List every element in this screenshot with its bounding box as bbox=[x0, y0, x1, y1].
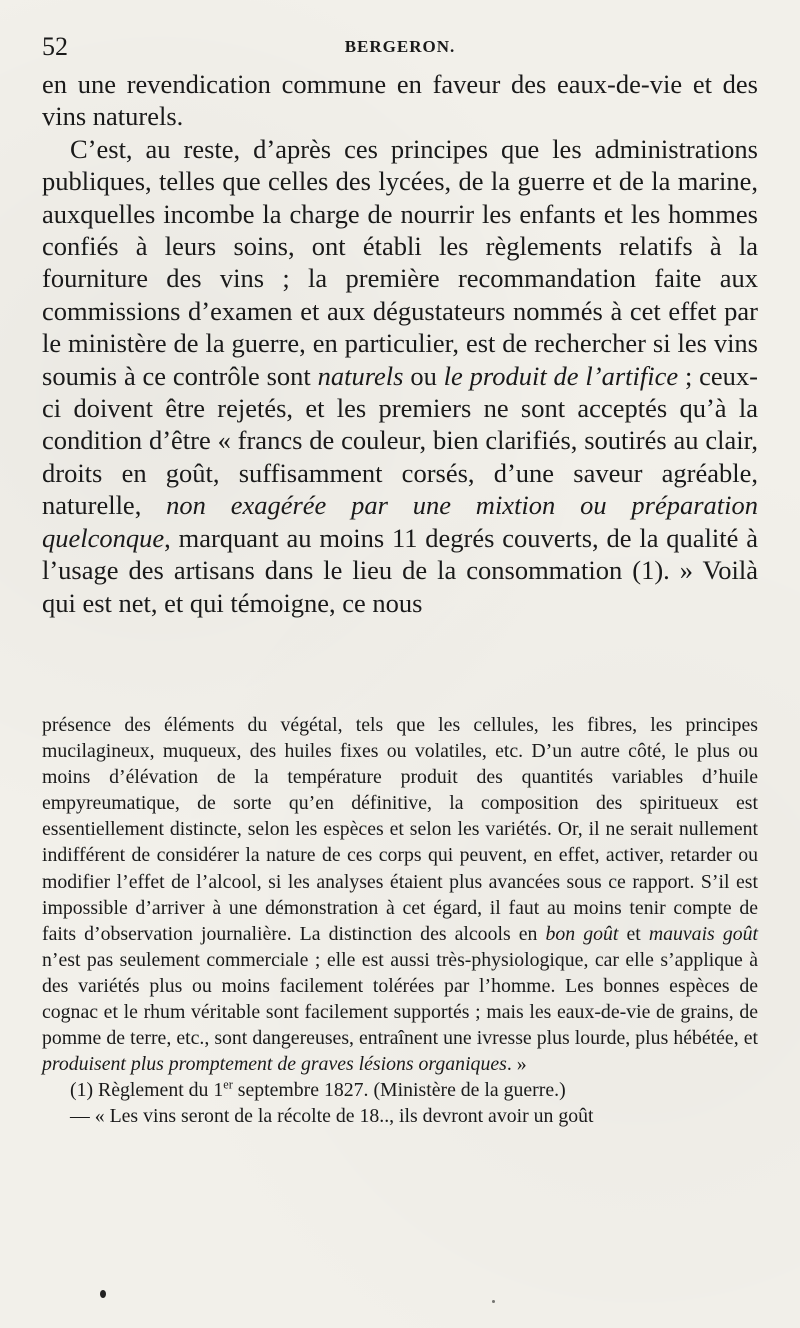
paragraph-text: ou bbox=[403, 360, 444, 391]
footnote-text: . » bbox=[506, 1053, 527, 1076]
running-head: BERGERON. bbox=[344, 37, 456, 56]
ink-speck bbox=[100, 1290, 106, 1298]
ink-speck bbox=[492, 1300, 495, 1303]
footnote-1-suffix: septembre 1827. (Ministère de la guerre.) bbox=[232, 1079, 566, 1102]
footnote-text: n’est pas seulement commerciale ; elle est aussi très-physiologique, car elle s’applique à des variétés plus ou moins facilement tolérées par l’homme. Les bonnes espèces de cognac et le rhum véritable sont facilement supportés ; mais les eaux-de-vie de grains, de pomme de terre, etc., sont dangereuses, entraînent une ivresse plus lourde, plus hébétée, et bbox=[42, 948, 758, 1050]
main-text bbox=[42, 68, 758, 619]
footnote-continuation bbox=[42, 712, 758, 1077]
italic-text: le produit de l’artifice bbox=[443, 360, 679, 391]
footnote-1 bbox=[42, 1077, 758, 1103]
italic-text: bon goût bbox=[545, 922, 619, 945]
italic-text: naturels bbox=[317, 360, 404, 391]
footnotes bbox=[42, 712, 758, 1130]
paragraph-text: ; ceux-ci doivent être rejetés, et les premiers ne sont acceptés qu’à la condition d’être « francs de couleur, bien clarifiés, soutirés au clair, droits en goût, suffisamment corsés, d’une saveur agréable, naturelle, bbox=[42, 360, 759, 521]
italic-text: mauvais goût bbox=[648, 922, 758, 945]
footnote-1-prefix: (1) Règlement du 1 bbox=[70, 1079, 224, 1102]
footnote-text: et bbox=[618, 922, 649, 945]
paragraph-principles bbox=[42, 133, 758, 619]
paragraph-text: , marquant au moins 11 degrés couverts, de la qualité à l’usage des artisans dans le lieu de la consommation (1). » Voilà qui est net, et qui témoigne, ce nous bbox=[42, 522, 758, 618]
paragraph-continuation: en une revendication commune en faveur des eaux-de-vie et des vins naturels. bbox=[42, 69, 758, 132]
footnote-text: présence des éléments du végétal, tels que les cellules, les fibres, les principes mucilagineux, muqueux, des huiles fixes ou volatiles, etc. D’un autre côté, le plus ou moins d’élévation de la température produit des quantités variables d’huile empyreumatique, de sorte qu’en définitive, la composition des spiritueux est essentiellement distincte, selon les espèces et selon les variétés. Or, il ne serait nullement indifférent de considérer la nature de ces corps qui peuvent, en effet, activer, retarder ou modifier l’effet de l’alcool, si les analyses étaient plus avancées sous ce rapport. S’il est impossible d’arriver à une démonstration à cet égard, il faut au moins tenir compte de faits d’observation journalière. La distinction des alcools en bbox=[42, 714, 758, 945]
footnote-1-superscript: er bbox=[223, 1077, 233, 1092]
italic-text: produisent plus promptement de graves lésions organiques bbox=[42, 1053, 507, 1076]
page-number: 52 bbox=[42, 32, 68, 61]
page-header bbox=[42, 30, 758, 64]
italic-text: non exagérée par une mixtion ou préparation quelconque bbox=[42, 490, 759, 553]
footnote-dash-line: — « Les vins seront de la récolte de 18.., ils devront avoir un goût bbox=[70, 1105, 594, 1128]
paragraph-text: C’est, au reste, d’après ces principes que les administrations publiques, telles que celles des lycées, de la guerre et de la marine, auxquelles incombe la charge de nourrir les enfants et les hommes confiés à leurs soins, ont établi les règlements relatifs à la fourniture des vins ; la première recommandation faite aux commissions d’examen et aux dégustateurs nommés à cet effet par le ministère de la guerre, en particulier, est de rechercher si les vins soumis à ce contrôle sont bbox=[42, 133, 758, 391]
